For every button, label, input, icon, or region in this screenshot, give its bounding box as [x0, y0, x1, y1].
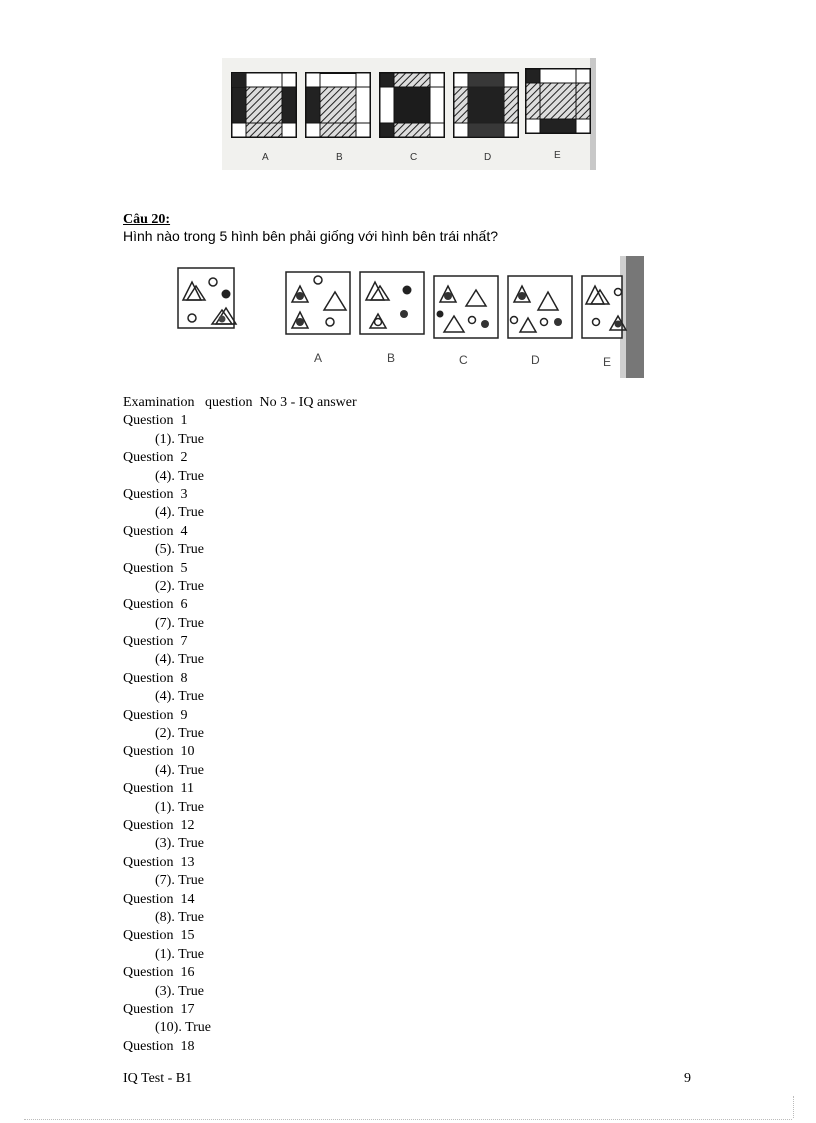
answer-value: (4). True [155, 505, 205, 521]
question-label: Question 9 [123, 707, 188, 723]
answer-value: (4). True [155, 652, 205, 668]
figure1-label-d: D [484, 152, 492, 163]
reference-figure [178, 268, 236, 328]
question-label: Question 4 [123, 523, 188, 539]
figure2-label-b: B [387, 351, 396, 365]
figure1-label-c: C [410, 152, 418, 163]
figure2-label-e: E [603, 355, 612, 369]
page-corner-border [793, 1096, 794, 1118]
answer-value: (8). True [155, 909, 205, 925]
answers-title: Examination question No 3 - IQ answer [123, 395, 357, 410]
pattern-option-a [232, 73, 296, 137]
question-label: Question 2 [123, 450, 188, 466]
question-text: Hình nào trong 5 hình bên phải giống với hình bên trái nhất? [123, 228, 499, 244]
answer-value: (3). True [155, 836, 205, 852]
question-label: Question 13 [123, 854, 195, 870]
question-label: Question 10 [123, 744, 195, 760]
question-label: Question 12 [123, 817, 195, 833]
figure1-label-a: A [262, 152, 269, 163]
answer-value: (4). True [155, 468, 205, 484]
question-label: Question 11 [123, 781, 195, 797]
answer-list [123, 394, 357, 1056]
pattern-option-c [380, 73, 444, 137]
question-label: Question 1 [123, 413, 188, 429]
answer-value: (3). True [155, 983, 205, 999]
shape-option-c [434, 276, 498, 338]
answer-value: (1). True [155, 946, 205, 962]
footer-title: IQ Test - B1 [123, 1071, 193, 1086]
figure-square-patterns [222, 58, 596, 170]
figure1-label-b: B [336, 152, 343, 163]
figure2-label-a: A [314, 351, 323, 365]
question-label: Question 15 [123, 928, 195, 944]
figure2-label-d: D [531, 353, 540, 367]
answer-value: (4). True [155, 762, 205, 778]
question-label: Question 6 [123, 597, 188, 613]
question-label: Question 18 [123, 1038, 195, 1054]
pattern-option-e [526, 69, 590, 133]
question-label: Question 3 [123, 486, 188, 502]
figure-shape-options [172, 256, 644, 378]
answer-value: (4). True [155, 689, 205, 705]
figure2-label-c: C [459, 353, 468, 367]
answer-value: (1). True [155, 431, 205, 447]
figure1-label-e: E [554, 150, 561, 161]
question-label: Question 5 [123, 560, 188, 576]
answer-value: (7). True [155, 615, 205, 631]
answer-value: (10). True [155, 1020, 212, 1036]
question-label: Question 17 [123, 1001, 195, 1017]
question-label: Question 14 [123, 891, 195, 907]
question-label: Question 8 [123, 670, 188, 686]
shape-option-b [360, 272, 424, 334]
question-heading: Câu 20: [123, 212, 171, 227]
answer-value: (5). True [155, 542, 205, 558]
question-label: Question 16 [123, 965, 195, 981]
shape-option-d [508, 276, 572, 338]
page-number: 9 [684, 1071, 691, 1086]
question-label: Question 7 [123, 634, 188, 650]
answer-value: (2). True [155, 578, 205, 594]
pattern-option-b [306, 73, 370, 137]
shape-option-e [582, 276, 626, 338]
answer-value: (1). True [155, 799, 205, 815]
answer-value: (7). True [155, 873, 205, 889]
answer-value: (2). True [155, 726, 205, 742]
page-bottom-border [24, 1119, 792, 1120]
pattern-option-d [454, 73, 518, 137]
shape-option-a [286, 272, 350, 334]
